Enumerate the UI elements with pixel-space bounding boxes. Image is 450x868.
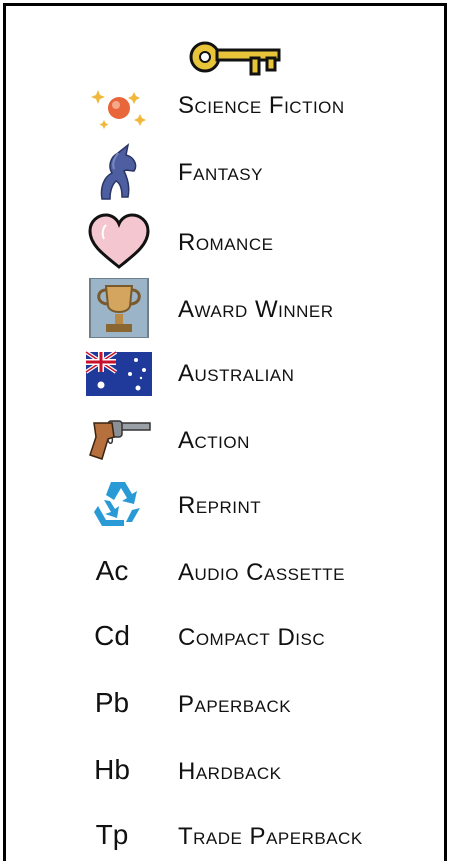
legend-row-award-winner — [6, 278, 450, 338]
recycle-icon — [84, 474, 154, 534]
legend-label: Australian — [178, 360, 295, 387]
legend-label: Fantasy — [178, 159, 263, 186]
format-abbreviation: Ac — [95, 555, 129, 586]
legend-row-paperback — [6, 676, 450, 736]
award-trophy-icon — [84, 278, 154, 338]
sparkle-sun-icon — [84, 76, 154, 136]
legend-row-fantasy — [6, 141, 450, 201]
legend-label: Award Winner — [178, 296, 334, 323]
legend-row-hardback — [6, 743, 450, 803]
key-icon — [187, 33, 285, 81]
australian-flag-icon — [84, 344, 154, 404]
revolver-icon — [84, 409, 154, 469]
legend-label: Science Fiction — [178, 92, 345, 119]
legend-row-romance — [6, 211, 450, 271]
legend-label: Trade Paperback — [178, 823, 363, 850]
legend-row-trade-paperback — [6, 808, 450, 868]
heart-icon — [84, 211, 154, 271]
format-abbreviation: Cd — [94, 620, 130, 651]
legend-row-action — [6, 409, 450, 469]
format-abbreviation: Pb — [94, 687, 130, 718]
legend-label: Audio Cassette — [178, 559, 345, 586]
legend-label: Reprint — [178, 492, 262, 519]
legend-label: Compact Disc — [178, 624, 326, 651]
legend-row-reprint — [6, 474, 450, 534]
legend-row-audio-cassette — [6, 544, 450, 604]
legend-panel — [3, 3, 447, 861]
legend-row-compact-disc — [6, 609, 450, 669]
format-abbreviation: Tp — [95, 819, 129, 850]
legend-label: Paperback — [178, 691, 292, 718]
legend-row-science-fiction — [6, 76, 450, 136]
unicorn-icon — [84, 141, 154, 201]
format-abbreviation: Hb — [94, 754, 130, 785]
legend-label: Hardback — [178, 758, 282, 785]
legend-label: Action — [178, 427, 250, 454]
legend-label: Romance — [178, 229, 274, 256]
legend-row-australian — [6, 344, 450, 404]
